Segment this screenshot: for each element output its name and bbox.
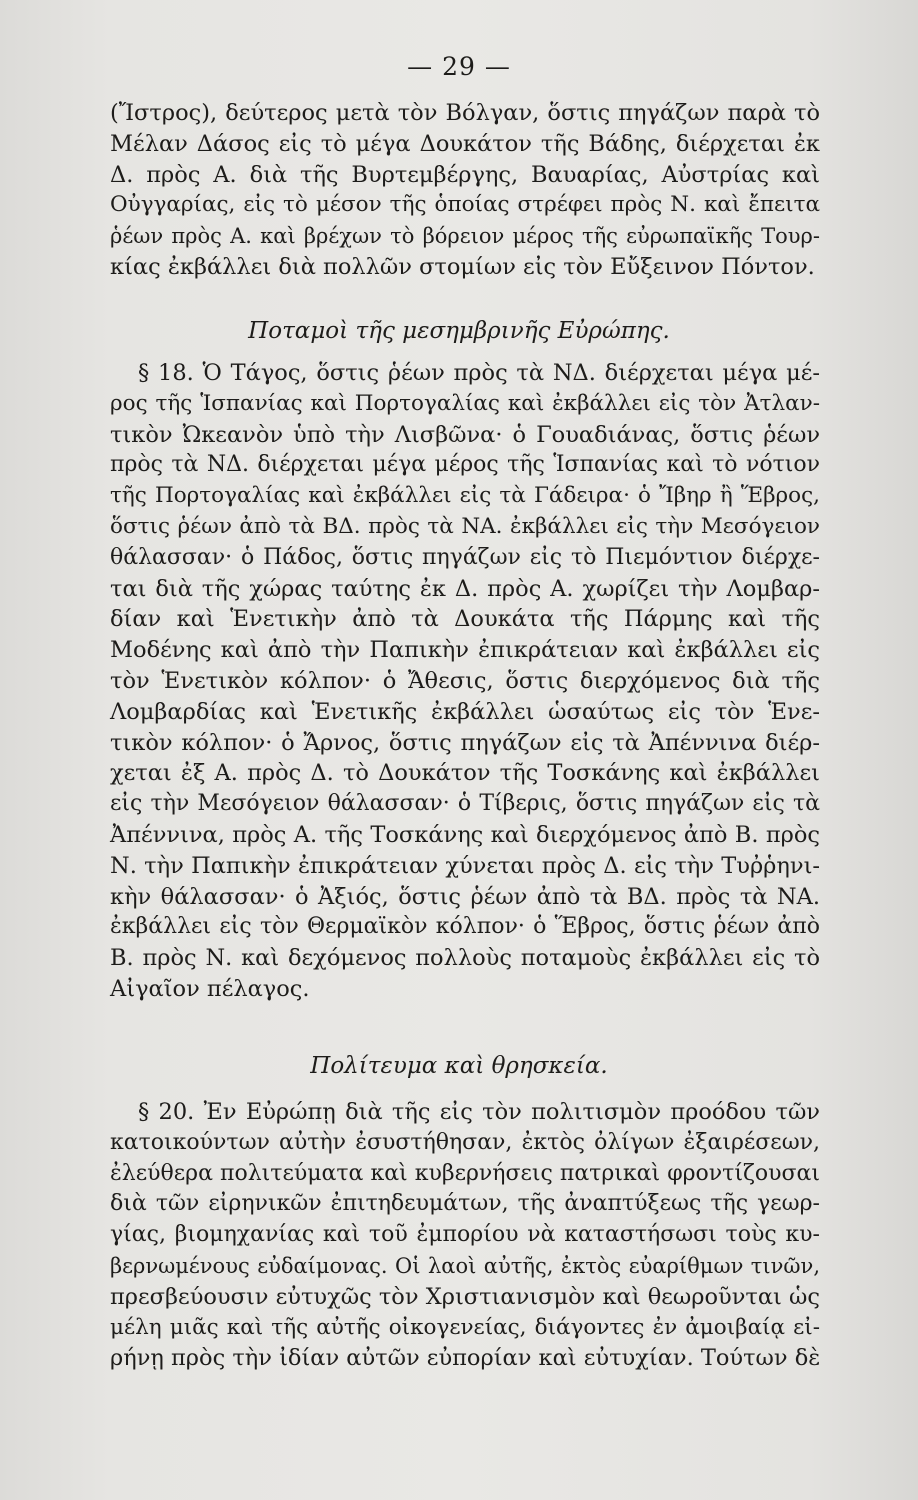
text-line: κὴν θάλασσαν· ὁ Ἀξιός, ὅστις ῥέων ἀπὸ τὰ ΒΔ. πρὸς τὰ ΝΑ. bbox=[110, 883, 820, 910]
section-heading-government-religion: Πολίτευμα καὶ θρησκεία. bbox=[310, 1053, 608, 1079]
text-line: ρος τῆς Ἱσπανίας καὶ Πορτογαλίας καὶ ἐκβάλλει εἰς τὸν Ἀτλαν- bbox=[110, 390, 820, 416]
text-line: γίας, βιομηχανίας καὶ τοῦ ἐμπορίου νὰ καταστήσωσι τοὺς κυ- bbox=[110, 1222, 820, 1248]
text-line: τικὸν Ὠκεανὸν ὑπὸ τὴν Λισβῶνα· ὁ Γουαδιάνας, ὅστις ῥέων bbox=[110, 421, 820, 448]
text-line: θάλασσαν· ὁ Πάδος, ὅστις πηγάζων εἰς τὸ Πιεμόντιον διέρχε- bbox=[110, 544, 820, 570]
text-line: Β. πρὸς Ν. καὶ δεχόμενος πολλοὺς ποταμοὺς ἐκβάλλει εἰς τὸ bbox=[110, 945, 820, 972]
text-line: χεται ἐξ Α. πρὸς Δ. τὸ Δουκάτον τῆς Τοσκάνης καὶ ἐκβάλλει bbox=[110, 760, 820, 787]
text-line: βερνωμένους εὐδαίμονας. Οἱ λαοὶ αὐτῆς, ἐκτὸς εὐαρίθμων τινῶν, bbox=[110, 1253, 820, 1278]
text-line: κατοικούντων αὐτὴν ἐσυστήθησαν, ἐκτὸς ὀλίγων ἐξαιρέσεων, bbox=[110, 1129, 820, 1155]
text-line: Ν. τὴν Παπικὴν ἐπικράτειαν χύνεται πρὸς Δ. εἰς τὴν Τυῤῥηνι- bbox=[110, 852, 820, 879]
text-line: δίαν καὶ Ἑνετικὴν ἀπὸ τὰ Δουκάτα τῆς Πάρμης καὶ τῆς bbox=[110, 606, 820, 633]
text-line: ρήνῃ πρὸς τὴν ἰδίαν αὐτῶν εὐπορίαν καὶ εὐτυχίαν. Τούτων δὲ bbox=[110, 1345, 821, 1372]
text-line: Ἀπέννινα, πρὸς Α. τῆς Τοσκάνης καὶ διερχόμενος ἀπὸ Β. πρὸς bbox=[110, 821, 820, 848]
text-line: § 20. Ἐν Εὐρώπῃ διὰ τῆς εἰς τὸν πολιτισμὸν προόδου τῶν bbox=[138, 1099, 820, 1125]
text-line: διὰ τῶν εἰρηνικῶν ἐπιτηδευμάτων, τῆς ἀναπτύξεως τῆς γεωρ- bbox=[110, 1191, 820, 1217]
section-heading-southern-rivers: Ποταμοὶ τῆς μεσημβρινῆς Εὐρώπης. bbox=[248, 318, 670, 344]
text-line: ται διὰ τῆς χώρας ταύτης ἐκ Δ. πρὸς Α. χωρίζει τὴν Λομβαρ- bbox=[110, 575, 820, 602]
text-line: μέλη μιᾶς καὶ τῆς αὐτῆς οἰκογενείας, διάγοντες ἐν ἀμοιβαίᾳ εἰ- bbox=[110, 1314, 820, 1340]
text-line: Αἰγαῖον πέλαγος. bbox=[110, 975, 310, 1002]
text-line: κίας ἐκβάλλει διὰ πολλῶν στομίων εἰς τὸν Εὔξεινον Πόντον. bbox=[110, 253, 815, 280]
paragraph-section-18 bbox=[110, 358, 820, 1005]
text-line: πρὸς τὰ ΝΔ. διέρχεται μέγα μέρος τῆς Ἱσπανίας καὶ τὸ νότιον bbox=[110, 452, 820, 478]
paragraph-section-20 bbox=[110, 1097, 820, 1374]
text-line: τικὸν κόλπον· ὁ Ἄρνος, ὅστις πηγάζων εἰς τὰ Ἀπέννινα διέρ- bbox=[110, 729, 820, 756]
text-line: εἰς τὴν Μεσόγειον θάλασσαν· ὁ Τίβερις, ὅστις πηγάζων εἰς τὰ bbox=[110, 791, 820, 817]
text-line: Οὐγγαρίας, εἰς τὸ μέσον τῆς ὁποίας στρέφει πρὸς Ν. καὶ ἔπειτα bbox=[110, 192, 820, 218]
text-line: § 18. Ὁ Τάγος, ὅστις ῥέων πρὸς τὰ ΝΔ. διέρχεται μέγα μέ- bbox=[138, 360, 820, 386]
text-line: Μέλαν Δάσος εἰς τὸ μέγα Δουκάτον τῆς Βάδης, διέρχεται ἐκ bbox=[110, 130, 820, 157]
text-line: ἐλεύθερα πολιτεύματα καὶ κυβερνήσεις πατρικαὶ φροντίζουσαι bbox=[110, 1160, 820, 1186]
text-line: ῥέων πρὸς Α. καὶ βρέχων τὸ βόρειον μέρος τῆς εὐρωπαϊκῆς Τουρ- bbox=[110, 224, 820, 249]
text-line: τὸν Ἑνετικὸν κόλπον· ὁ Ἄθεσις, ὅστις διερχόμενος διὰ τῆς bbox=[110, 667, 820, 694]
text-line: ὅστις ῥέων ἀπὸ τὰ ΒΔ. πρὸς τὰ ΝΑ. ἐκβάλλει εἰς τὴν Μεσόγειον bbox=[110, 513, 820, 539]
page-number: — 29 — bbox=[407, 52, 511, 81]
text-line: ἐκβάλλει εἰς τὸν Θερμαϊκὸν κόλπον· ὁ Ἕβρος, ὅστις ῥέων ἀπὸ bbox=[110, 914, 820, 940]
text-line: (Ἴστρος), δεύτερος μετὰ τὸν Βόλγαν, ὅστις πηγάζων παρὰ τὸ bbox=[110, 100, 820, 126]
text-line: τῆς Πορτογαλίας καὶ ἐκβάλλει εἰς τὰ Γάδειρα· ὁ Ἴβηρ ἢ Ἕβρος, bbox=[110, 483, 820, 509]
text-line: Δ. πρὸς Α. διὰ τῆς Βυρτεμβέργης, Βαυαρίας, Αὐστρίας καὶ bbox=[110, 161, 820, 188]
text-line: Μοδένης καὶ ἀπὸ τὴν Παπικὴν ἐπικράτειαν καὶ ἐκβάλλει εἰς bbox=[110, 637, 820, 664]
text-line: Λομβαρδίας καὶ Ἑνετικῆς ἐκβάλλει ὡσαύτως εἰς τὸν Ἑνε- bbox=[110, 698, 820, 725]
paragraph-danube bbox=[110, 98, 820, 283]
text-line: πρεσβεύουσιν εὐτυχῶς τὸν Χριστιανισμὸν καὶ θεωροῦνται ὡς bbox=[110, 1283, 820, 1310]
